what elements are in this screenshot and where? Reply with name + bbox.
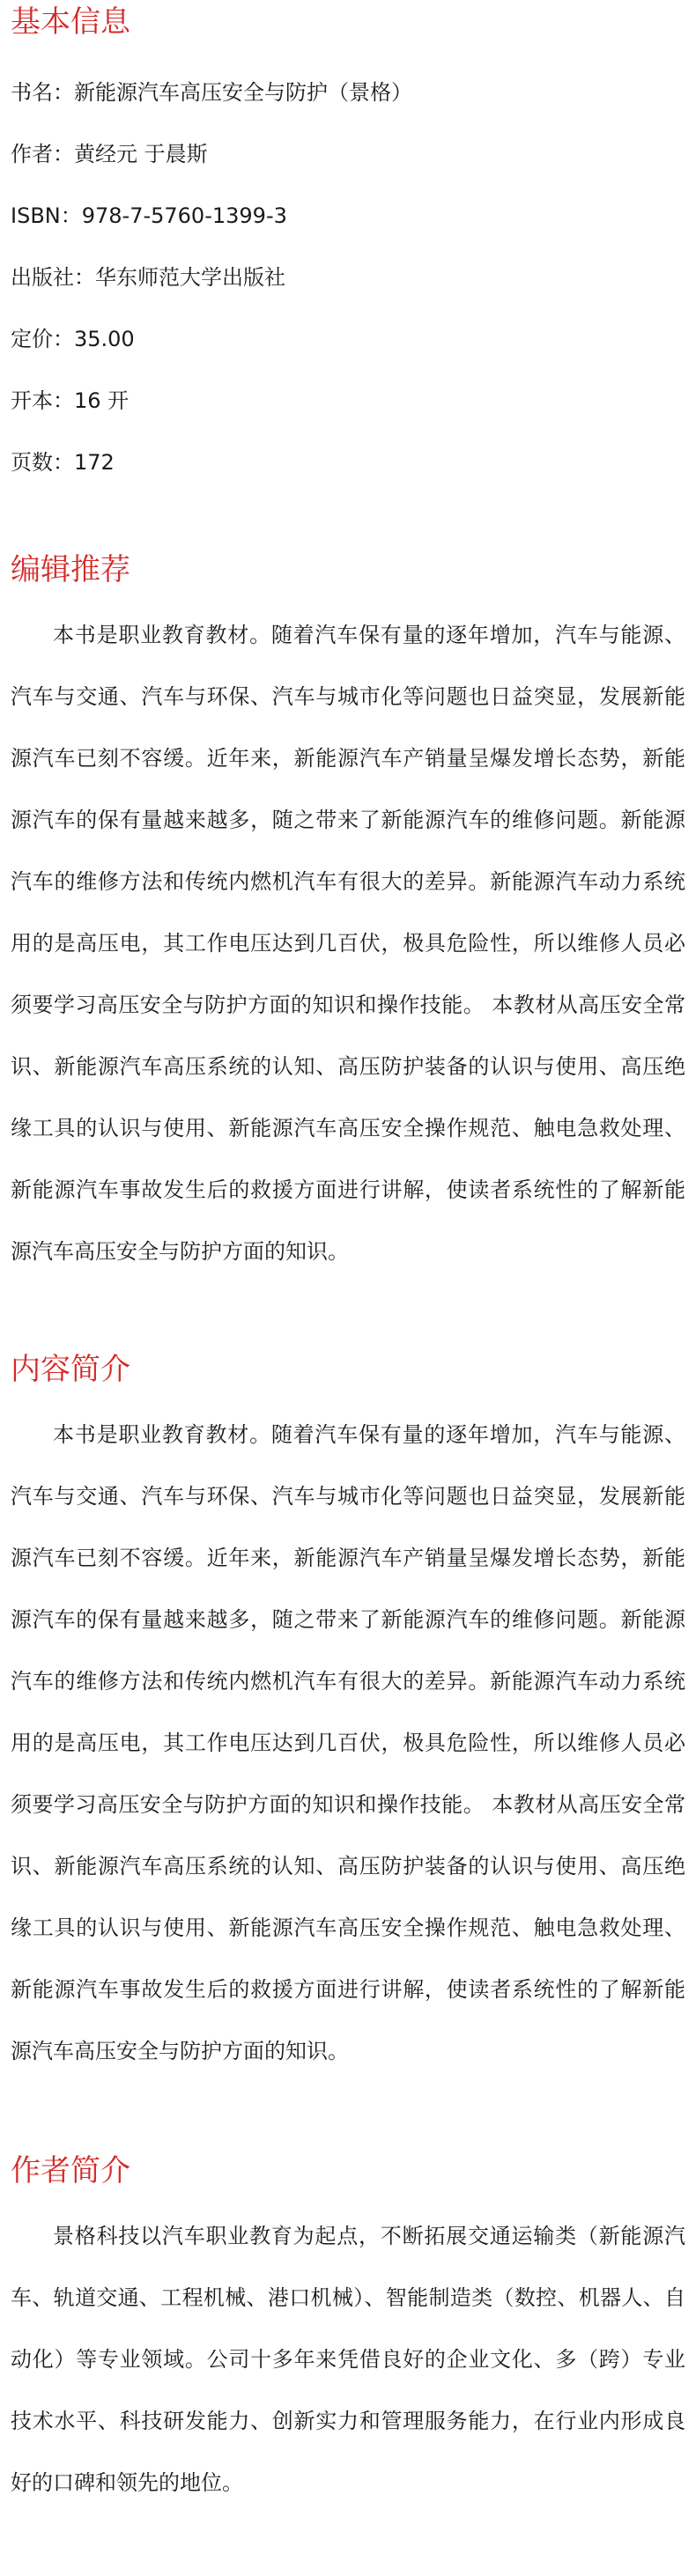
editor-recommendation-heading: 编辑推荐	[11, 552, 130, 587]
price-row: 定价：35.00	[11, 327, 135, 351]
editor-recommendation-section	[11, 548, 685, 1282]
book-title-row: 书名：新能源汽车高压安全与防护（景格）	[11, 80, 412, 105]
basic-info-section	[11, 0, 685, 493]
pages-row: 页数：172	[11, 450, 115, 475]
isbn-row: ISBN：978-7-5760-1399-3	[11, 203, 287, 228]
content-intro-section	[11, 1347, 685, 2082]
author-intro-section	[11, 2149, 685, 2513]
basic-info-list	[11, 62, 685, 493]
content-intro-text: 本书是职业教育教材。随着汽车保有量的逐年增加，汽车与能源、汽车与交通、汽车与环保、汽车与城市化等问题也日益突显，发展新能源汽车已刻不容缓。近年来，新能源汽车产销量呈爆发增长态势，新能源汽车的保有量越来越多，随之带来了新能源汽车的维修问题。新能源汽车的维修方法和传统内燃机汽车有很大的差异。新能源汽车动力系统用的是高压电，其工作电压达到几百伏，极具危险性，所以维修人员必须要学习高压安全与防护方面的知识和操作技能。 本教材从高压安全常识、新能源汽车高压系统的认知、高压防护装备的认识与使用、高压绝缘工具的认识与使用、新能源汽车高压安全操作规范、触电急救处理、新能源汽车事故发生后的救援方面进行讲解，使读者系统性的了解新能源汽车高压安全与防护方面的知识。	[11, 1422, 685, 2063]
editor-recommendation-text: 本书是职业教育教材。随着汽车保有量的逐年增加，汽车与能源、汽车与交通、汽车与环保、汽车与城市化等问题也日益突显，发展新能源汽车已刻不容缓。近年来，新能源汽车产销量呈爆发增长态势，新能源汽车的保有量越来越多，随之带来了新能源汽车的维修问题。新能源汽车的维修方法和传统内燃机汽车有很大的差异。新能源汽车动力系统用的是高压电，其工作电压达到几百伏，极具危险性，所以维修人员必须要学习高压安全与防护方面的知识和操作技能。 本教材从高压安全常识、新能源汽车高压系统的认知、高压防护装备的认识与使用、高压绝缘工具的认识与使用、新能源汽车高压安全操作规范、触电急救处理、新能源汽车事故发生后的救援方面进行讲解，使读者系统性的了解新能源汽车高压安全与防护方面的知识。	[11, 623, 685, 1264]
author-row: 作者：黄经元 于晨斯	[11, 142, 208, 166]
author-intro-text: 景格科技以汽车职业教育为起点，不断拓展交通运输类（新能源汽车、轨道交通、工程机械、港口机械）、智能制造类（数控、机器人、自动化）等专业领域。公司十多年来凭借良好的企业文化、多（跨）专业技术水平、科技研发能力、创新实力和管理服务能力，在行业内形成良好的口碑和领先的地位。	[11, 2224, 685, 2495]
publisher-row: 出版社：华东师范大学出版社	[11, 265, 285, 290]
format-row: 开本：16 开	[11, 388, 130, 413]
basic-info-heading: 基本信息	[11, 4, 130, 40]
author-intro-heading: 作者简介	[11, 2153, 130, 2188]
content-intro-heading: 内容简介	[11, 1352, 130, 1387]
